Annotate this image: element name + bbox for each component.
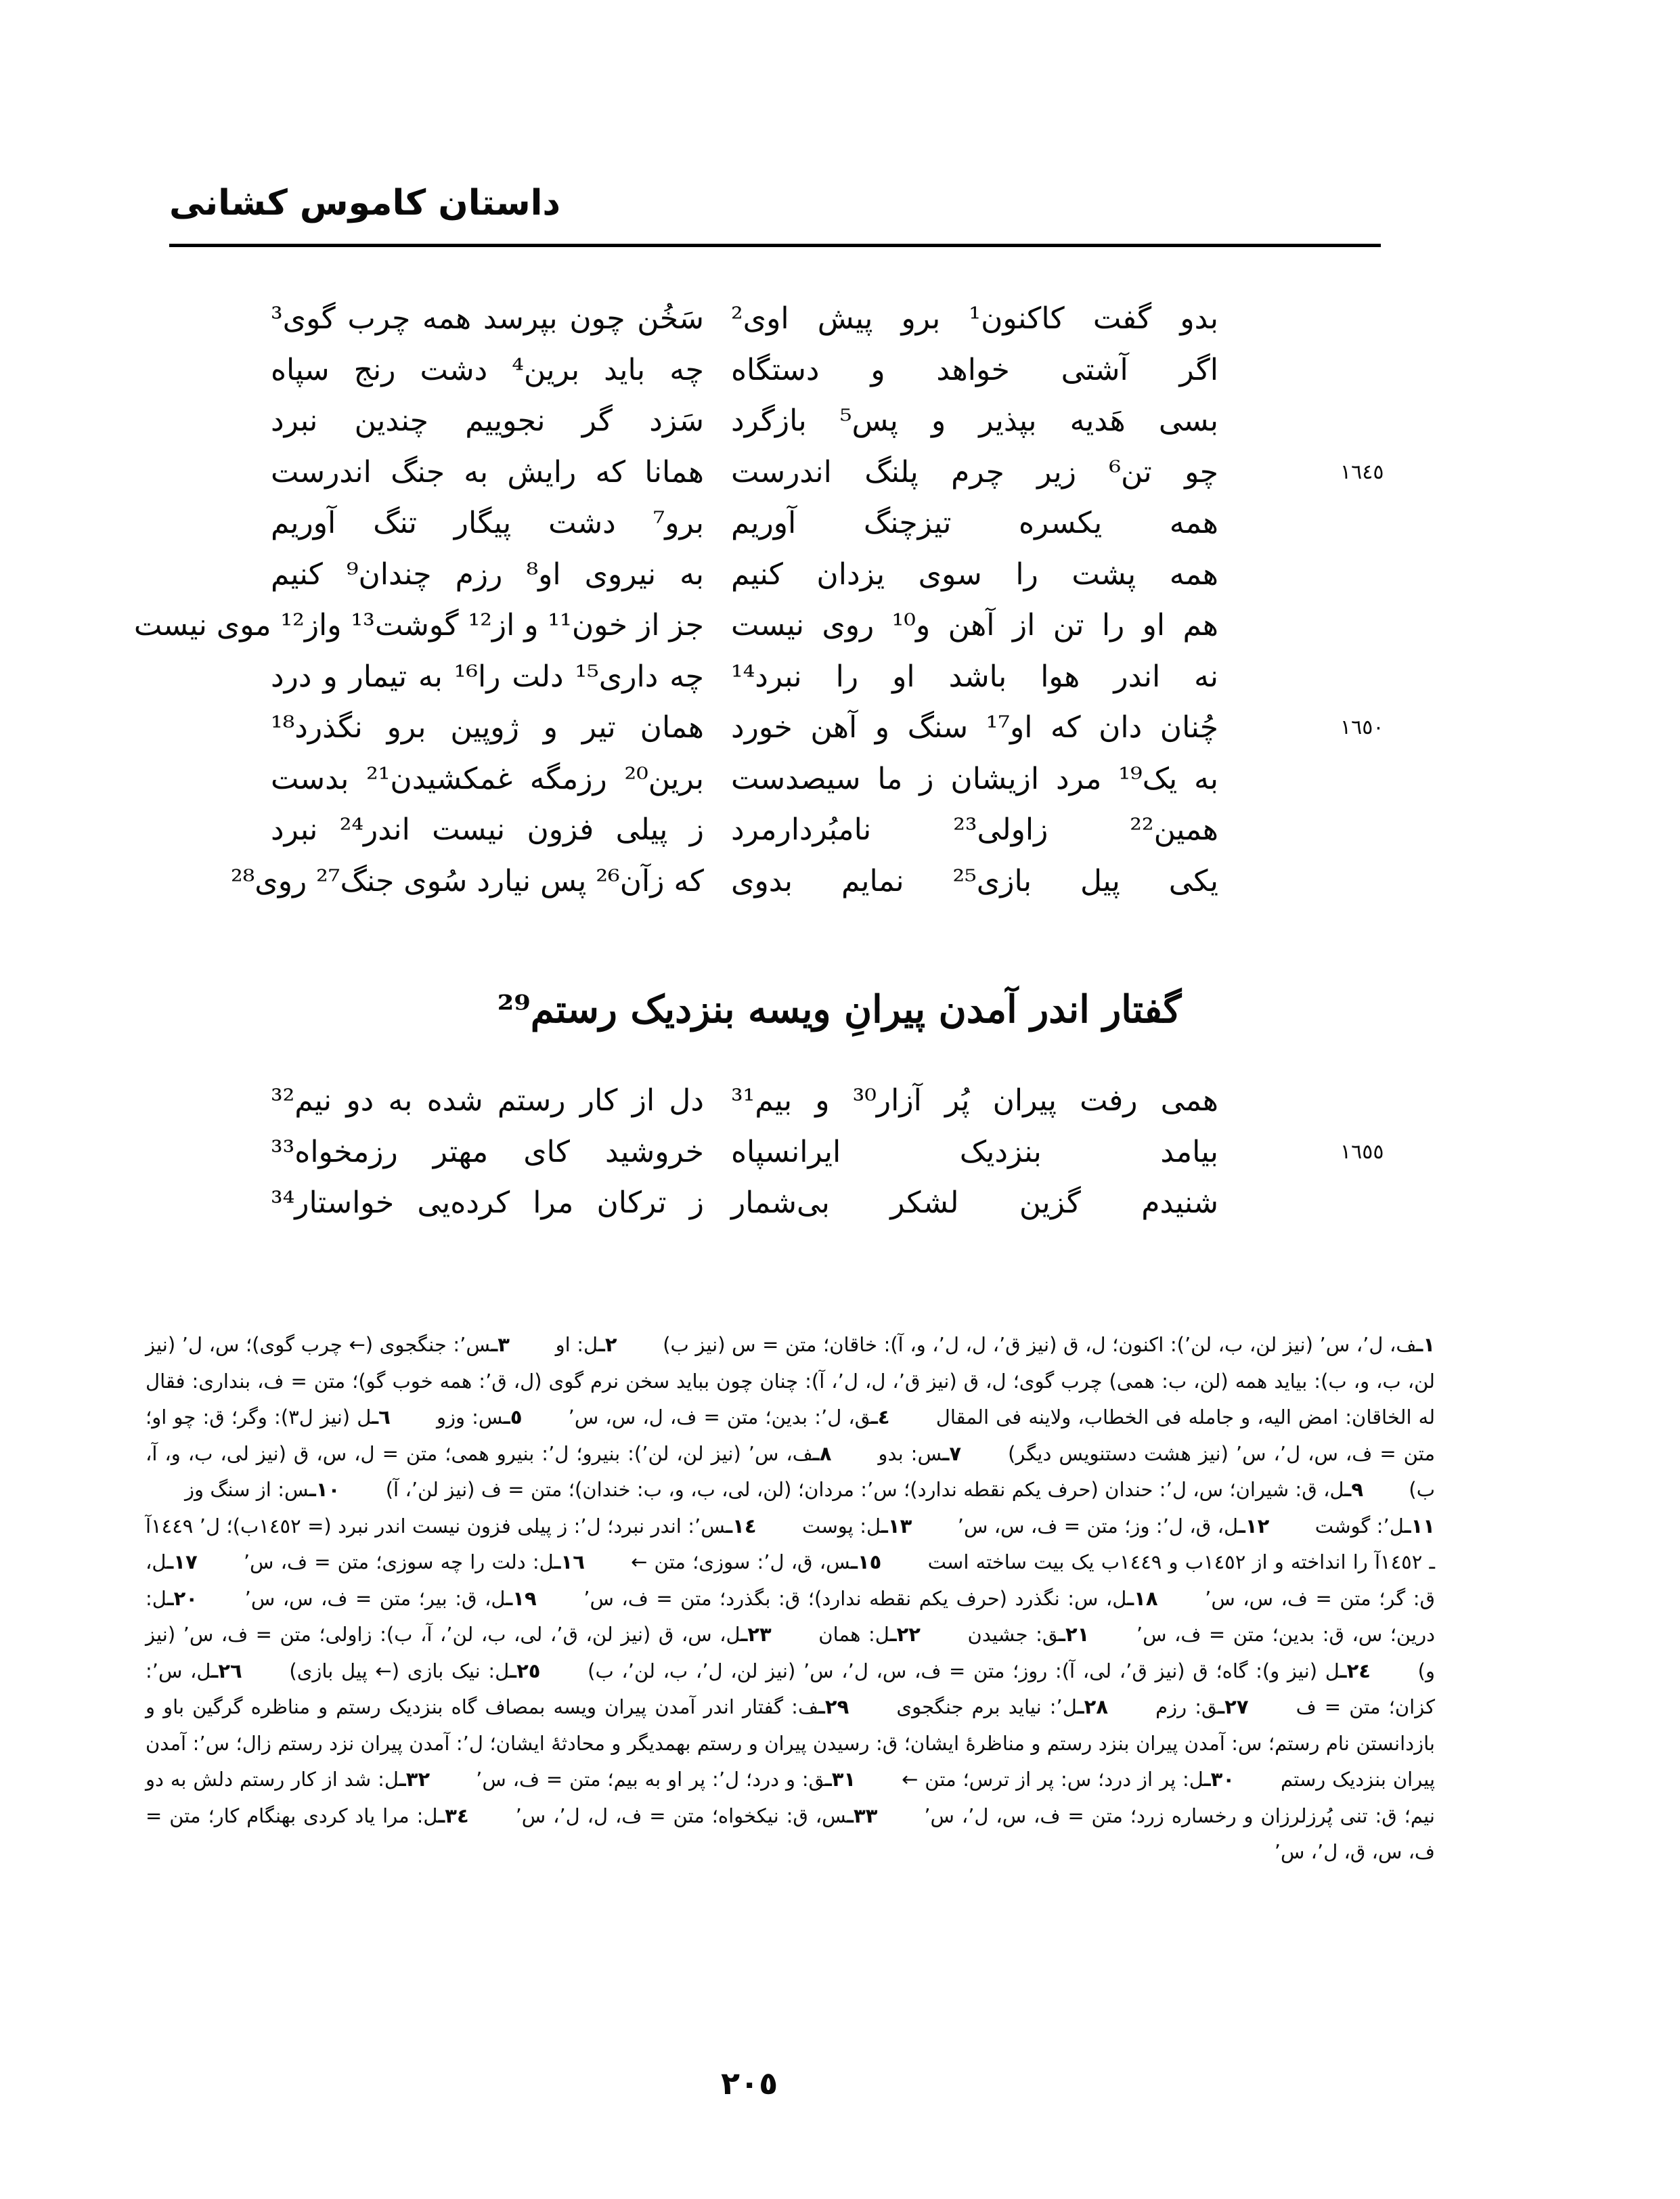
- footnote-number: ٣٣ـ: [847, 1804, 878, 1827]
- footnote-text: ف: گفتار اندر آمدن پیران ویسه بمصاف گاه بنزدیک رستم و مناظره گرگین باو و بازدانستن نام رستم؛ س: آمدن پیران بنزد رستم و مناظرهٔ ایشان؛ ق: رسیدن پیران و رستم بهمدیگر و محادثهٔ ایشان؛ ل٬: آمدن پیران نزد رستم زال؛ س٬: آمدن پیران بنزدیک رستم: [146, 1695, 1436, 1791]
- line-number: ١٦٥٠: [1340, 716, 1384, 739]
- footnote-number: ٢٠ـ: [167, 1586, 198, 1610]
- hemistich-first: همین²² زاولی²³ نامبُردارمرد: [731, 812, 1218, 847]
- verse-block-1: [133, 301, 1421, 915]
- footnote-number: ١٨ـ: [1127, 1586, 1158, 1610]
- footnote: [1116, 1695, 1248, 1718]
- footnote-text: ل (نیز ل٣): وگر؛ ق: چو او؛ متن = ف، س، ل٬، س٬ (نیز هشت دستنویس دیگر): [146, 1406, 1435, 1465]
- verse-row: [271, 301, 1421, 353]
- footnote-text: ل٬: گوشت: [1314, 1514, 1405, 1538]
- footnote: [347, 1478, 1363, 1501]
- hemistich-second: همان تیر و ژوپین برو نگذرد¹⁸: [271, 710, 704, 745]
- footnote-text: ل: نیک بازی (← پیل بازی): [289, 1659, 510, 1682]
- footnote: [250, 1659, 540, 1682]
- footnote-number: ١١ـ: [1404, 1514, 1436, 1538]
- footnote-text: س٬: اندر نبرد؛ ل٬: ز پیلی فزون نیست اندر نبرد (= ١٤٥٢ب)؛ ل٬ ١٤٤٩آ ـ ١٤٥٢آ را انداخته و از ١٤٥٢ب و ١٤٤٩ب یک بیت ساخته است: [146, 1514, 1435, 1573]
- hemistich-second: همانا که رایش به جنگ اندرست: [271, 454, 704, 489]
- footnote-text: ق: جشیدن: [967, 1623, 1059, 1646]
- footnotes: [146, 1327, 1435, 1871]
- hemistich-second: چه داری¹⁵ دلت را¹⁶ به تیمار و درد: [271, 659, 704, 694]
- footnote-text: ل: او: [555, 1333, 598, 1356]
- footnote-number: ٤ـ: [870, 1406, 890, 1429]
- hemistich-second: سَخُن چون بپرسد همه چرب گوی³: [271, 301, 704, 336]
- footnote-number: ٩ـ: [1344, 1478, 1364, 1501]
- footnote-number: ٧ـ: [942, 1441, 962, 1465]
- footnote-number: ٣٠ـ: [1203, 1768, 1235, 1791]
- hemistich-first: اگر آشتی خواهد و دستگاه: [731, 352, 1218, 387]
- footnote-text: ل: درین؛ س، ق: بدین؛ متن = ف، س٬: [146, 1586, 1436, 1646]
- verse-row: [271, 659, 1421, 711]
- footnote-text: ل: پوست: [801, 1514, 881, 1538]
- footnote-text: س٬: جنگجوی (← چرب گوی)؛ س، ل٬ (نیز لن، ب، و، ب): بیاید همه (لن، ب: همی) چرب گوی؛ ل، ق (نیز ق٬، ل، ل٬، آ): چنان چون بباید سخن نرم گوی (ل، ق٬: همه خوب گو)؛ متن = ف، بنداری: فقال له الخاقان: امض الیه، و جامله فی الخطاب، ولاینه فی المقال: [146, 1333, 1436, 1429]
- footnote: [397, 1406, 523, 1429]
- footnote-number: ٢٨ـ: [1077, 1695, 1109, 1718]
- hemistich-second: ز ترکان مرا کرده‌یی خواستار³⁴: [271, 1185, 704, 1220]
- hemistich-second: جز از خون¹¹ و از¹² گوشت¹³ واز¹² موی نیست: [133, 608, 704, 643]
- footnote-number: ٣٤ـ: [438, 1804, 469, 1827]
- footnote: [839, 1442, 961, 1465]
- hemistich-second: خروشید کای مهتر رزمخواه³³: [271, 1134, 704, 1169]
- footnote-text: ق: و درد؛ ل٬: پر او به بیم؛ متن = ف، س٬: [476, 1768, 825, 1791]
- footnote: [1276, 1515, 1435, 1538]
- verse-row: [271, 1135, 1421, 1186]
- footnote: [437, 1768, 856, 1791]
- footnote-number: ٢٢ـ: [889, 1623, 921, 1646]
- footnote: [862, 1768, 1235, 1791]
- footnote-text: ل٬: نیاید برم جنگجوی: [896, 1695, 1078, 1718]
- footnote-text: ف، ل٬، س٬ (نیز لن، ب، لن٬): اکنون؛ ل، ق (نیز ق٬، ل، ل٬، و، آ): خاقان؛ متن = س (نیز ب): [663, 1333, 1417, 1356]
- verse-row: [271, 762, 1421, 813]
- hemistich-first: همی رفت پیران پُر آزار³⁰ و بیم³¹: [731, 1083, 1218, 1118]
- footnote-number: ١٩ـ: [506, 1586, 537, 1610]
- footnote: [857, 1695, 1108, 1718]
- hemistich-first: یکی پیل بازی²⁵ نمایم بدوی: [731, 863, 1218, 898]
- footnote-text: س، ق، ل٬: سوزی؛ متن ←: [631, 1550, 852, 1573]
- footnote: [929, 1623, 1090, 1646]
- footnote-number: ٢٣ـ: [740, 1623, 772, 1646]
- running-title: داستان کاموس کشانی: [169, 183, 561, 223]
- footnote: [763, 1515, 912, 1538]
- verse-row: [271, 557, 1421, 609]
- hemistich-first: چُنان دان که او¹⁷ سنگ و آهن خورد: [731, 710, 1218, 745]
- verse-row: [271, 812, 1421, 864]
- footnote-number: ١٣ـ: [881, 1514, 912, 1538]
- header-rule: [169, 244, 1381, 247]
- footnote-number: ١٠ـ: [309, 1478, 340, 1501]
- verse-row: [271, 1185, 1421, 1237]
- hemistich-first: چو تن⁶ زیر چرم پلنگ اندرست: [731, 454, 1219, 489]
- footnote: [529, 1406, 890, 1429]
- footnote-number: ٣٢ـ: [399, 1768, 430, 1791]
- footnote-text: س: از سنگ وز: [185, 1478, 309, 1501]
- footnote-number: ٢٦ـ: [211, 1659, 242, 1682]
- hemistich-second: به نیروی او⁸ رزم چندان⁹ کنیم: [271, 557, 704, 592]
- line-number: ١٦٤٥: [1340, 460, 1384, 484]
- footnote-number: ١٢ـ: [1239, 1514, 1270, 1538]
- hemistich-first: به یک¹⁹ مرد ازیشان ز ما سیصدست: [731, 761, 1218, 796]
- footnote: [204, 1550, 585, 1573]
- hemistich-second: سَزد گر نجوییم چندین نبرد: [271, 404, 704, 438]
- hemistich-first: شنیدم گزین لشکر بی‌شمار: [731, 1185, 1218, 1220]
- hemistich-first: نه اندر هوا باشد او را نبرد¹⁴: [731, 659, 1218, 694]
- footnote: [592, 1550, 881, 1573]
- verse-row: [271, 1083, 1421, 1135]
- verse-row: [271, 353, 1421, 404]
- footnote-text: ق، ل٬: بدین؛ متن = ف، ل، س، س٬: [568, 1406, 871, 1429]
- footnote-text: ل: دلت را چه سوزی؛ متن = ف، س٬: [243, 1550, 554, 1573]
- verse-row: [271, 455, 1421, 506]
- footnote: [544, 1587, 1157, 1610]
- footnote-number: ١ـ: [1416, 1333, 1436, 1356]
- footnote-text: ق: رزم: [1155, 1695, 1218, 1718]
- footnote: [146, 1478, 340, 1501]
- footnote-number: ٣١ـ: [824, 1768, 856, 1791]
- footnote-number: ٢١ـ: [1059, 1623, 1090, 1646]
- footnote-text: ل، س، ق (نیز لن، ق٬، لی، ب، لن٬، آ، ب): زاولی؛ متن = ف، س٬ (نیز و): [146, 1623, 1435, 1682]
- footnote-number: ٢٥ـ: [510, 1659, 541, 1682]
- footnote-number: ٢٤ـ: [1340, 1659, 1371, 1682]
- hemistich-second: برین²⁰ رزمگه غمکشیدن²¹ بدست: [271, 761, 704, 796]
- footnote-text: ل، س: نگذرد (حرف یکم نقطه ندارد)؛ ق: بگذرد؛ متن = ف، س٬: [583, 1586, 1128, 1610]
- footnote-text: ل (نیز و): گاه؛ ق (نیز ق٬، لی، آ): روز؛ متن = ف، س، ل٬، س٬ (نیز لن، ل٬، ب، لن٬، ب): [588, 1659, 1340, 1682]
- footnote: [623, 1333, 1435, 1356]
- footnote-text: ل: همان: [818, 1623, 890, 1646]
- hemistich-second: ز پیلی فزون نیست اندر²⁴ نبرد: [271, 812, 705, 847]
- footnote-number: ١٤ـ: [726, 1514, 757, 1538]
- footnote: [919, 1515, 1270, 1538]
- hemistich-first: همه یکسره تیزچنگ آوریم: [731, 506, 1218, 540]
- footnote-text: ل، ق: شیران؛ س، ل٬: حندان (حرف یکم نقطه ندارد)؛ س٬: مردان؛ (لن، لی، ب، و، ب: خندان)؛ متن = ف (نیز لن٬، آ): [385, 1478, 1345, 1501]
- footnote-text: ل: پر از درد؛ س: پر از ترس؛ متن ←: [902, 1768, 1204, 1791]
- hemistich-second: دل از کار رستم شده به دو نیم³²: [271, 1083, 704, 1118]
- footnote-number: ٢ـ: [598, 1333, 617, 1356]
- line-number: ١٦٥٥: [1340, 1139, 1384, 1164]
- footnote-number: ٥ـ: [503, 1406, 523, 1429]
- hemistich-first: بیامد بنزدیک ایرانسپاه: [731, 1134, 1218, 1169]
- footnote-number: ٣ـ: [491, 1333, 510, 1356]
- footnote-text: ل، ق، ل٬: وز؛ متن = ف، س، س٬: [957, 1514, 1239, 1538]
- verse-row: [133, 608, 1421, 659]
- verse-row: [271, 710, 1421, 762]
- hemistich-first: همه پشت را سوی یزدان کنیم: [731, 557, 1218, 592]
- hemistich-first: هم او را تن از آهن و¹⁰ روی نیست: [731, 608, 1219, 643]
- footnote: [548, 1659, 1371, 1682]
- hemistich-first: بدو گفت کاکنون¹ برو پیش اوی²: [731, 301, 1218, 336]
- footnote: [779, 1623, 921, 1646]
- footnote-text: ل، ق: بیر؛ متن = ف، س، س٬: [244, 1586, 506, 1610]
- page-number: ٢٠٥: [721, 2065, 778, 2102]
- footnote-number: ١٧ـ: [167, 1550, 198, 1573]
- footnote-text: س، ق: نیکخواه؛ متن = ف، ل، ل٬، س٬: [515, 1804, 847, 1827]
- footnote-number: ١٥ـ: [851, 1550, 882, 1573]
- footnote-number: ٨ـ: [812, 1441, 832, 1465]
- verse-row: [230, 863, 1421, 915]
- footnote: [516, 1333, 617, 1356]
- footnote-text: ل: شد از کار رستم دلش به دو نیم؛ ق: تنی پُرزلرزان و رخساره زرد؛ متن = ف، س، ل٬، س٬: [146, 1768, 1436, 1827]
- footnote-text: ل: مرا یاد کردی بهنگام کار؛ متن = ف، س، ق، ل٬، س٬: [146, 1804, 1435, 1863]
- section-heading: گفتار اندر آمدن پیرانِ ویسه بنزدیک رستم²⁹: [497, 987, 1182, 1032]
- footnote-number: ١٦ـ: [554, 1550, 585, 1573]
- hemistich-second: که زآن²⁶ پس نیارد سُوی جنگ²⁷ روی²⁸: [230, 863, 704, 898]
- footnote-number: ٢٩ـ: [818, 1695, 849, 1718]
- verse-block-2: [271, 1083, 1421, 1237]
- footnote-number: ٦ـ: [372, 1406, 391, 1429]
- hemistich-second: چه باید برین⁴ دشت رنج سپاه: [271, 352, 704, 387]
- footnote-text: ل، س٬: کزان؛ متن = ف: [146, 1659, 1436, 1718]
- footnote-text: ل، ق: گر؛ متن = ف، س، س٬: [146, 1550, 1436, 1610]
- footnote-text: س: وزو: [436, 1406, 504, 1429]
- footnote-text: س: بدو: [878, 1441, 943, 1465]
- footnote: [206, 1587, 537, 1610]
- footnote-number: ٢٧ـ: [1218, 1695, 1249, 1718]
- verse-row: [271, 506, 1421, 557]
- footnote-text: ف، س٬ (نیز لن، لن٬): بنیرو؛ ل٬: بنیرو همی؛ متن = ل، س، ق (نیز لی، ب، و، آ، ب): [146, 1441, 1436, 1501]
- hemistich-first: بسی هَدیه بپذیر و پس⁵ بازگرد: [731, 404, 1218, 438]
- verse-row: [271, 404, 1421, 455]
- footnote: [477, 1804, 878, 1827]
- hemistich-second: برو⁷ دشت پیگار تنگ آوریم: [271, 506, 704, 540]
